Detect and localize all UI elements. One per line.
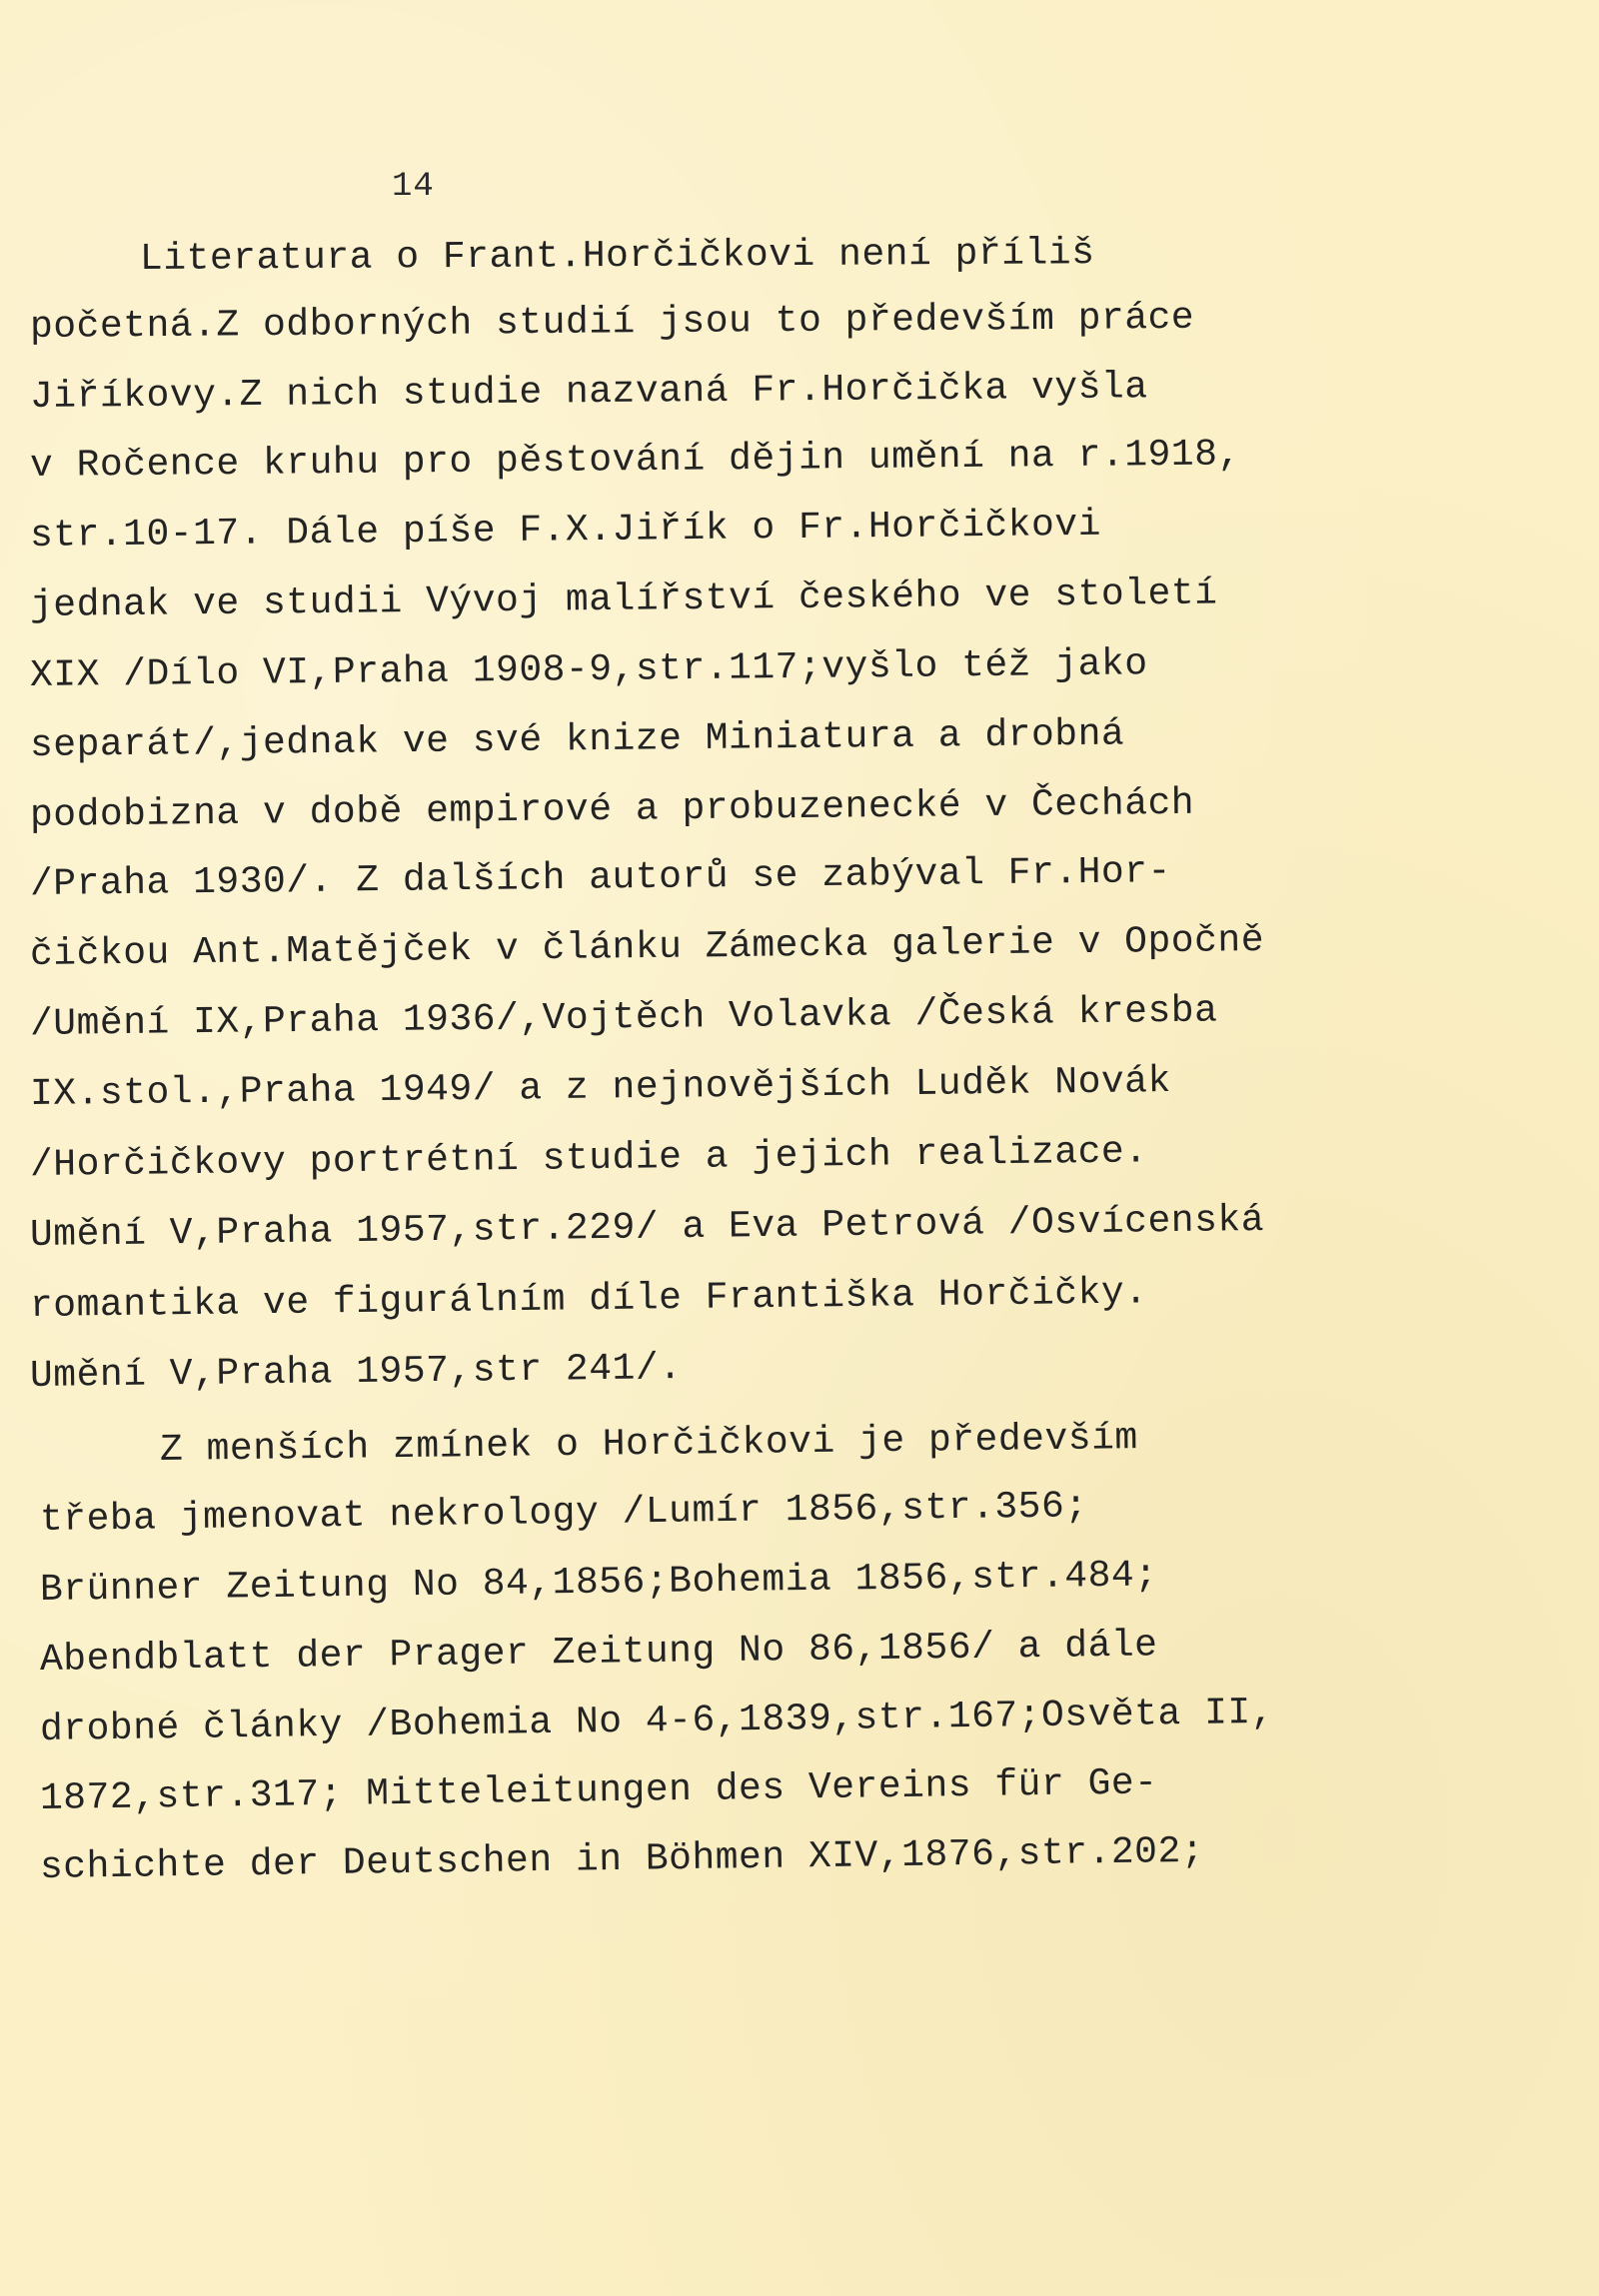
text-line: Brünner Zeitung No 84,1856;Bohemia 1856,str.484;: [39, 1554, 1158, 1612]
text-line: romantika ve figurálním díle Františka Horčičky.: [29, 1271, 1148, 1328]
text-line: podobizna v době empirové a probuzenecké v Čechách: [29, 781, 1195, 837]
text-line: Z menších zmínek o Horčičkovi je především: [159, 1417, 1138, 1472]
text-line: XIX /Dílo VI,Praha 1908-9,str.117;vyšlo též jako: [29, 642, 1148, 697]
text-line: třeba jmenovat nekrology /Lumír 1856,str.356;: [39, 1485, 1088, 1542]
text-line: čičkou Ant.Matějček v článku Zámecka galerie v Opočně: [29, 918, 1265, 976]
text-line: drobné články /Bohemia No 4-6,1839,str.167;Osvěta II,: [39, 1691, 1275, 1751]
text-line: Jiříkovy.Z nich studie nazvaná Fr.Horčička vyšla: [29, 366, 1148, 419]
text-line: Abendblatt der Prager Zeitung No 86,1856/ a dále: [39, 1624, 1158, 1682]
text-line: separát/,jednak ve své knize Miniatura a drobná: [29, 712, 1125, 767]
text-line: početná.Z odborných studií jsou to především práce: [29, 296, 1195, 349]
text-line: /Horčičkovy portrétní studie a jejich realizace.: [29, 1130, 1148, 1187]
text-line: str.10-17. Dále píše F.X.Jiřík o Fr.Horčičkovi: [29, 503, 1102, 558]
text-line: Umění V,Praha 1957,str 241/.: [29, 1347, 683, 1398]
text-line: jednak ve studii Vývoj malířství českého ve století: [29, 572, 1218, 627]
text-line: schichte der Deutschen in Böhmen XIV,1876,str.202;: [39, 1829, 1205, 1889]
text-line: IX.stol.,Praha 1949/ a z nejnovějších Luděk Novák: [29, 1060, 1172, 1116]
page-number: 14: [392, 168, 435, 206]
text-line: Umění V,Praha 1957,str.229/ a Eva Petrová /Osvícenská: [29, 1198, 1265, 1257]
text-line: /Praha 1930/. Z dalších autorů se zabýval Fr.Hor-: [29, 850, 1172, 906]
text-line: Literatura o Frant.Horčičkovi není příliš: [139, 232, 1095, 281]
text-line: v Ročence kruhu pro pěstování dějin umění na r.1918,: [29, 433, 1241, 488]
text-line: /Umění IX,Praha 1936/,Vojtěch Volavka /Česká kresba: [29, 989, 1218, 1046]
text-line: 1872,str.317; Mitteleitungen des Vereins für Ge-: [39, 1761, 1158, 1820]
